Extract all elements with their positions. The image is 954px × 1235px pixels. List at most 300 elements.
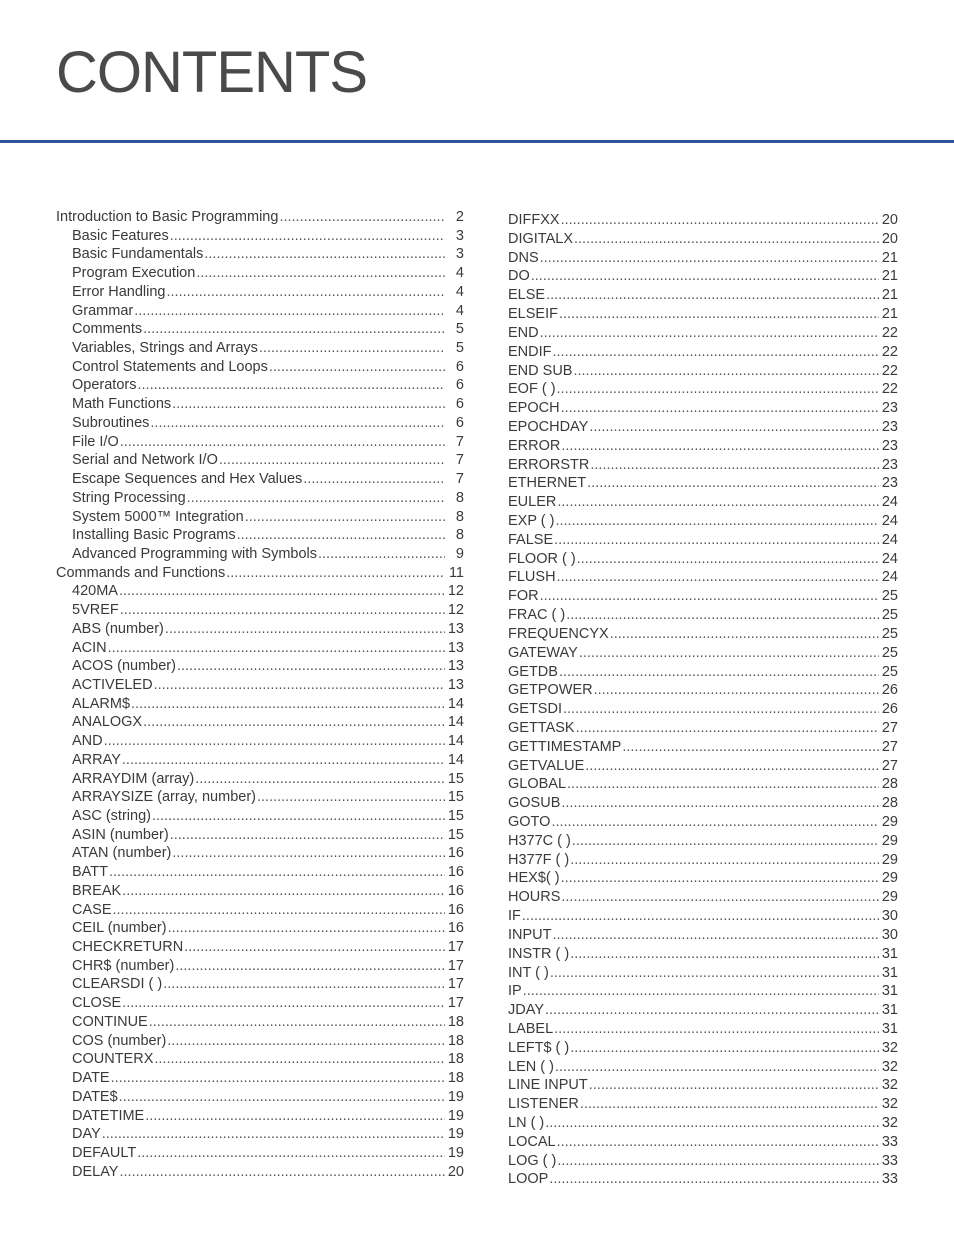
toc-entry-page-number: 23: [881, 400, 898, 417]
toc-entry[interactable]: [56, 1014, 464, 1033]
toc-entry-label: ELSE: [508, 287, 546, 304]
dot-leader: [589, 1077, 879, 1093]
dot-leader: [279, 209, 445, 225]
toc-entry-page-number: 16: [447, 920, 464, 937]
toc-entry[interactable]: [56, 471, 464, 490]
dot-leader: [563, 701, 879, 717]
toc-entry[interactable]: [508, 626, 898, 645]
toc-entry[interactable]: [56, 434, 464, 453]
toc-entry[interactable]: [508, 494, 898, 513]
toc-entry[interactable]: [508, 776, 898, 795]
dot-leader: [143, 321, 445, 337]
toc-entry-page-number: 7: [455, 452, 464, 469]
toc-entry[interactable]: [56, 902, 464, 921]
dot-leader: [522, 908, 879, 924]
toc-entry-label: FALSE: [508, 531, 554, 548]
toc-entry-label: GATEWAY: [508, 644, 578, 661]
dot-leader: [167, 1033, 445, 1049]
toc-entry-label: ATAN (number): [72, 845, 172, 862]
toc-entry-label: ERRORSTR: [508, 456, 590, 473]
toc-entry-page-number: 23: [881, 437, 898, 454]
toc-entry[interactable]: [508, 438, 898, 457]
toc-entry-page-number: 32: [881, 1115, 898, 1131]
toc-entry-label: DATE$: [72, 1088, 118, 1105]
dot-leader: [120, 602, 445, 618]
toc-entry-page-number: 24: [881, 494, 898, 511]
toc-entry-label: EULER: [508, 494, 557, 511]
toc-entry-page-number: 22: [881, 381, 898, 398]
toc-entry[interactable]: [508, 908, 898, 927]
dot-leader: [561, 795, 879, 811]
toc-entry-label: Control Statements and Loops: [72, 358, 268, 375]
toc-entry-page-number: 15: [447, 789, 464, 806]
dot-leader: [570, 852, 879, 868]
toc-entry-page-number: 18: [447, 1013, 464, 1030]
toc-entry-page-number: 22: [881, 324, 898, 341]
toc-entry[interactable]: [56, 359, 464, 378]
toc-entry-page-number: 24: [881, 531, 898, 548]
toc-entry-label: CASE: [72, 901, 112, 918]
toc-entry[interactable]: [508, 268, 898, 287]
toc-entry[interactable]: [508, 363, 898, 382]
dot-leader: [557, 494, 879, 510]
toc-entry[interactable]: [508, 701, 898, 720]
toc-entry-page-number: 6: [455, 358, 464, 375]
dot-leader: [557, 1134, 879, 1150]
dot-leader: [119, 1089, 445, 1105]
toc-entry[interactable]: [508, 1096, 898, 1115]
toc-entry-label: LABEL: [508, 1020, 554, 1037]
toc-entry[interactable]: [508, 814, 898, 833]
toc-entry[interactable]: [508, 1171, 898, 1190]
dot-leader: [559, 664, 879, 680]
toc-entry[interactable]: [56, 509, 464, 528]
title-divider: [0, 140, 954, 143]
toc-entry[interactable]: [56, 714, 464, 733]
toc-entry[interactable]: [56, 995, 464, 1014]
toc-entry[interactable]: [56, 1126, 464, 1145]
toc-entry[interactable]: [508, 927, 898, 946]
toc-entry-label: ASC (string): [72, 808, 151, 824]
toc-entry-page-number: 32: [881, 1039, 898, 1056]
toc-entry[interactable]: [56, 1108, 464, 1127]
toc-entry-label: ACTIVELED: [72, 676, 153, 693]
toc-entry[interactable]: [56, 321, 464, 340]
toc-entry[interactable]: [56, 265, 464, 284]
toc-entry[interactable]: [508, 607, 898, 626]
dot-leader: [163, 976, 445, 992]
toc-entry-page-number: 4: [455, 283, 464, 300]
toc-entry[interactable]: [508, 1153, 898, 1172]
toc-entry-label: Variables, Strings and Arrays: [72, 340, 258, 357]
toc-entry-label: GOSUB: [508, 795, 561, 812]
toc-entry-page-number: 25: [881, 644, 898, 661]
dot-leader: [589, 419, 879, 435]
toc-entry[interactable]: [508, 1021, 898, 1040]
dot-leader: [104, 733, 445, 749]
toc-entry[interactable]: [508, 1134, 898, 1153]
toc-entry[interactable]: [508, 551, 898, 570]
toc-entry-label: GETTIMESTAMP: [508, 738, 622, 755]
toc-entry[interactable]: [56, 696, 464, 715]
dot-leader: [303, 471, 445, 487]
toc-entry-label: IP: [508, 983, 522, 1000]
toc-entry[interactable]: [56, 1051, 464, 1070]
dot-leader: [120, 434, 445, 450]
toc-entry-label: DATE: [72, 1070, 110, 1087]
toc-entry-label: DEFAULT: [72, 1144, 137, 1161]
toc-entry-page-number: 16: [447, 845, 464, 862]
dot-leader: [168, 920, 445, 936]
toc-entry[interactable]: [56, 228, 464, 247]
toc-entry-page-number: 29: [881, 851, 898, 868]
toc-entry[interactable]: [56, 976, 464, 995]
toc-entry[interactable]: [56, 939, 464, 958]
toc-entry-label: GETVALUE: [508, 757, 585, 774]
toc-entry-page-number: 5: [455, 340, 464, 357]
toc-entry-page-number: 13: [447, 658, 464, 675]
dot-leader: [561, 212, 879, 228]
toc-entry[interactable]: [56, 733, 464, 752]
toc-entry-page-number: 17: [447, 939, 464, 956]
toc-entry[interactable]: [56, 377, 464, 396]
dot-leader: [546, 287, 879, 303]
toc-entry-label: HEX$( ): [508, 870, 560, 887]
dot-leader: [184, 939, 445, 955]
toc-entry-label: COS (number): [72, 1032, 167, 1049]
toc-entry-label: DAY: [72, 1126, 101, 1143]
dot-leader: [122, 995, 445, 1011]
dot-leader: [172, 845, 445, 861]
toc-entry[interactable]: [56, 396, 464, 415]
toc-entry-page-number: 14: [447, 695, 464, 712]
dot-leader: [573, 363, 879, 379]
toc-entry[interactable]: [56, 415, 464, 434]
toc-entry[interactable]: [56, 808, 464, 827]
dot-leader: [557, 1153, 879, 1169]
toc-entry[interactable]: [56, 452, 464, 471]
toc-entry-page-number: 23: [881, 475, 898, 492]
dot-leader: [545, 1002, 879, 1018]
dot-leader: [137, 377, 445, 393]
toc-entry[interactable]: [56, 845, 464, 864]
dot-leader: [131, 696, 445, 712]
toc-entry-page-number: 26: [881, 701, 898, 718]
dot-leader: [111, 1070, 445, 1086]
dot-leader: [113, 902, 446, 918]
toc-entry-page-number: 27: [881, 757, 898, 774]
toc-entry[interactable]: [508, 212, 898, 231]
toc-entry[interactable]: [56, 789, 464, 808]
toc-entry[interactable]: [56, 640, 464, 659]
toc-entry-page-number: 8: [455, 489, 464, 506]
dot-leader: [551, 814, 879, 830]
toc-entry-page-number: 20: [881, 230, 898, 247]
toc-entry[interactable]: [508, 946, 898, 965]
toc-entry[interactable]: [508, 475, 898, 494]
toc-entry[interactable]: [508, 344, 898, 363]
toc-entry-label: DATETIME: [72, 1107, 145, 1124]
toc-entry-label: ENDIF: [508, 343, 552, 360]
toc-entry[interactable]: [56, 527, 464, 546]
toc-entry[interactable]: [508, 739, 898, 758]
toc-entry-page-number: 29: [881, 814, 898, 830]
toc-entry[interactable]: [56, 209, 464, 228]
toc-entry[interactable]: [508, 231, 898, 250]
toc-entry[interactable]: [508, 250, 898, 269]
toc-entry[interactable]: [56, 1070, 464, 1089]
toc-entry-page-number: 29: [881, 889, 898, 906]
toc-entry[interactable]: [508, 325, 898, 344]
toc-entry-label: Commands and Functions: [56, 564, 226, 581]
toc-entry[interactable]: [508, 664, 898, 683]
toc-entry-page-number: 8: [455, 527, 464, 544]
toc-entry-label: CHR$ (number): [72, 957, 175, 974]
toc-entry-label: 420MA: [72, 583, 118, 600]
toc-entry-page-number: 27: [881, 719, 898, 736]
toc-entry[interactable]: [56, 827, 464, 846]
dot-leader: [269, 359, 445, 375]
toc-entry-label: INPUT: [508, 926, 552, 943]
toc-entry-page-number: 25: [881, 663, 898, 680]
toc-entry[interactable]: [508, 1040, 898, 1059]
toc-entry-label: ERROR: [508, 437, 561, 454]
toc-entry-label: LEFT$ ( ): [508, 1039, 570, 1056]
toc-entry-page-number: 28: [881, 795, 898, 812]
toc-entry[interactable]: [508, 1002, 898, 1021]
toc-entry-page-number: 12: [447, 583, 464, 600]
toc-entry[interactable]: [508, 1059, 898, 1078]
dot-leader: [170, 228, 445, 244]
toc-entry[interactable]: [56, 490, 464, 509]
toc-entry[interactable]: [508, 381, 898, 400]
toc-entry[interactable]: [508, 795, 898, 814]
toc-entry[interactable]: [56, 677, 464, 696]
dot-leader: [196, 265, 445, 281]
dot-leader: [561, 889, 879, 905]
toc-entry-page-number: 13: [447, 639, 464, 656]
dot-leader: [553, 927, 880, 943]
toc-entry-label: System 5000™ Integration: [72, 508, 244, 525]
toc-entry-label: ARRAY: [72, 751, 121, 768]
toc-entry-label: LN ( ): [508, 1115, 545, 1131]
toc-entry[interactable]: [56, 883, 464, 902]
toc-entry-page-number: 19: [447, 1088, 464, 1105]
toc-entry-page-number: 17: [447, 995, 464, 1012]
toc-entry-page-number: 16: [447, 901, 464, 918]
toc-right-column: [508, 212, 898, 1190]
toc-entry-label: Advanced Programming with Symbols: [72, 545, 317, 562]
toc-entry-page-number: 33: [881, 1133, 898, 1150]
toc-entry-label: ACIN: [72, 639, 107, 656]
dot-leader: [540, 250, 879, 266]
toc-entry[interactable]: [56, 752, 464, 771]
toc-entry[interactable]: [508, 758, 898, 777]
toc-entry-label: INT ( ): [508, 964, 549, 981]
toc-entry[interactable]: [508, 588, 898, 607]
dot-leader: [245, 509, 445, 525]
toc-entry-label: Serial and Network I/O: [72, 452, 218, 469]
dot-leader: [555, 1059, 879, 1075]
toc-entry[interactable]: [508, 287, 898, 306]
toc-entry-page-number: 22: [881, 362, 898, 379]
toc-entry[interactable]: [56, 340, 464, 359]
toc-entry-page-number: 32: [881, 1058, 898, 1075]
toc-entry-label: AND: [72, 733, 103, 750]
toc-entry-page-number: 14: [447, 714, 464, 731]
toc-entry-label: EXP ( ): [508, 513, 555, 529]
toc-entry[interactable]: [508, 457, 898, 476]
toc-entry-label: HOURS: [508, 889, 561, 906]
toc-left-column: [56, 209, 464, 1182]
toc-entry[interactable]: [508, 852, 898, 871]
toc-entry[interactable]: [56, 602, 464, 621]
toc-entry-label: GETTASK: [508, 719, 575, 736]
dot-leader: [143, 714, 445, 730]
toc-entry[interactable]: [56, 1145, 464, 1164]
toc-entry-page-number: 17: [447, 957, 464, 974]
toc-entry-page-number: 6: [455, 377, 464, 394]
toc-entry-label: Error Handling: [72, 283, 166, 300]
toc-entry[interactable]: [508, 513, 898, 532]
toc-entry-label: ELSEIF: [508, 306, 558, 323]
toc-entry[interactable]: [508, 1115, 898, 1134]
toc-entry-page-number: 16: [447, 882, 464, 899]
dot-leader: [557, 381, 879, 397]
toc-entry[interactable]: [56, 771, 464, 790]
dot-leader: [622, 739, 879, 755]
toc-entry[interactable]: [56, 246, 464, 265]
toc-entry[interactable]: [56, 920, 464, 939]
toc-entry[interactable]: [56, 303, 464, 322]
toc-entry[interactable]: [508, 645, 898, 664]
dot-leader: [574, 231, 879, 247]
toc-entry[interactable]: [56, 583, 464, 602]
toc-entry-label: ACOS (number): [72, 658, 176, 675]
toc-entry[interactable]: [56, 1089, 464, 1108]
dot-leader: [561, 438, 879, 454]
toc-entry-label: COUNTERX: [72, 1051, 154, 1068]
toc-entry-page-number: 22: [881, 343, 898, 360]
toc-entry-label: Basic Fundamentals: [72, 246, 204, 263]
toc-entry-label: CLOSE: [72, 995, 122, 1012]
toc-entry-label: Subroutines: [72, 414, 150, 431]
toc-entry-label: DNS: [508, 249, 539, 266]
dot-leader: [119, 583, 445, 599]
toc-entry-page-number: 7: [455, 471, 464, 488]
toc-entry-page-number: 18: [447, 1070, 464, 1087]
toc-entry-label: CHECKRETURN: [72, 939, 184, 956]
toc-entry-page-number: 3: [455, 246, 464, 263]
toc-entry-label: Operators: [72, 377, 137, 394]
dot-leader: [531, 268, 879, 284]
toc-entry-label: H377F ( ): [508, 851, 570, 868]
toc-entry-label: BREAK: [72, 882, 122, 899]
dot-leader: [177, 658, 445, 674]
toc-entry[interactable]: [508, 889, 898, 908]
toc-entry-page-number: 32: [881, 1077, 898, 1094]
toc-entry-label: EPOCHDAY: [508, 418, 589, 435]
toc-entry-page-number: 29: [881, 870, 898, 887]
dot-leader: [567, 776, 879, 792]
toc-entry-page-number: 32: [881, 1096, 898, 1113]
toc-entry-page-number: 12: [447, 602, 464, 619]
toc-entry-page-number: 14: [447, 751, 464, 768]
toc-entry-page-number: 20: [881, 212, 898, 228]
toc-entry[interactable]: [508, 965, 898, 984]
dot-leader: [580, 1096, 879, 1112]
toc-entry-label: ASIN (number): [72, 826, 169, 843]
toc-entry-label: EOF ( ): [508, 381, 556, 398]
toc-entry[interactable]: [508, 306, 898, 325]
toc-entry-label: Installing Basic Programs: [72, 527, 236, 544]
toc-entry-label: GOTO: [508, 814, 551, 830]
toc-entry[interactable]: [56, 546, 464, 565]
toc-entry-label: LOCAL: [508, 1133, 556, 1150]
toc-entry[interactable]: [508, 720, 898, 739]
toc-entry-page-number: 30: [881, 926, 898, 943]
toc-entry[interactable]: [56, 621, 464, 640]
toc-entry[interactable]: [56, 1164, 464, 1183]
toc-entry[interactable]: [508, 682, 898, 701]
toc-entry-page-number: 31: [881, 983, 898, 1000]
toc-entry[interactable]: [508, 532, 898, 551]
toc-entry-label: JDAY: [508, 1002, 544, 1019]
toc-entry[interactable]: [56, 958, 464, 977]
toc-entry-label: LOG ( ): [508, 1152, 557, 1169]
toc-entry[interactable]: [508, 833, 898, 852]
toc-entry[interactable]: [508, 870, 898, 889]
toc-entry-label: EPOCH: [508, 400, 560, 417]
dot-leader: [561, 870, 879, 886]
toc-entry-page-number: 13: [447, 676, 464, 693]
toc-entry-page-number: 6: [455, 396, 464, 413]
toc-entry-label: ARRAYSIZE (array, number): [72, 789, 256, 806]
toc-entry[interactable]: [56, 565, 464, 584]
toc-entry-page-number: 25: [881, 588, 898, 605]
dot-leader: [570, 946, 879, 962]
dot-leader: [553, 344, 880, 360]
dot-leader: [318, 546, 445, 562]
dot-leader: [175, 958, 445, 974]
toc-entry[interactable]: [508, 419, 898, 438]
dot-leader: [165, 621, 445, 637]
dot-leader: [152, 808, 445, 824]
toc-entry-label: LEN ( ): [508, 1058, 554, 1075]
dot-leader: [572, 833, 879, 849]
dot-leader: [226, 565, 445, 581]
dot-leader: [549, 1171, 879, 1187]
toc-entry-page-number: 31: [881, 964, 898, 981]
toc-entry-label: ARRAYDIM (array): [72, 770, 195, 787]
toc-entry[interactable]: [508, 1077, 898, 1096]
toc-entry[interactable]: [508, 983, 898, 1002]
toc-entry[interactable]: [56, 864, 464, 883]
toc-entry[interactable]: [56, 284, 464, 303]
dot-leader: [237, 527, 445, 543]
toc-entry[interactable]: [508, 400, 898, 419]
toc-entry-page-number: 21: [881, 268, 898, 285]
toc-entry-label: String Processing: [72, 489, 186, 506]
toc-entry[interactable]: [508, 569, 898, 588]
toc-entry[interactable]: [56, 1033, 464, 1052]
toc-entry-page-number: 14: [447, 733, 464, 750]
toc-entry-label: END SUB: [508, 362, 573, 379]
dot-leader: [259, 340, 445, 356]
toc-entry[interactable]: [56, 658, 464, 677]
dot-leader: [172, 396, 445, 412]
dot-leader: [167, 284, 446, 300]
